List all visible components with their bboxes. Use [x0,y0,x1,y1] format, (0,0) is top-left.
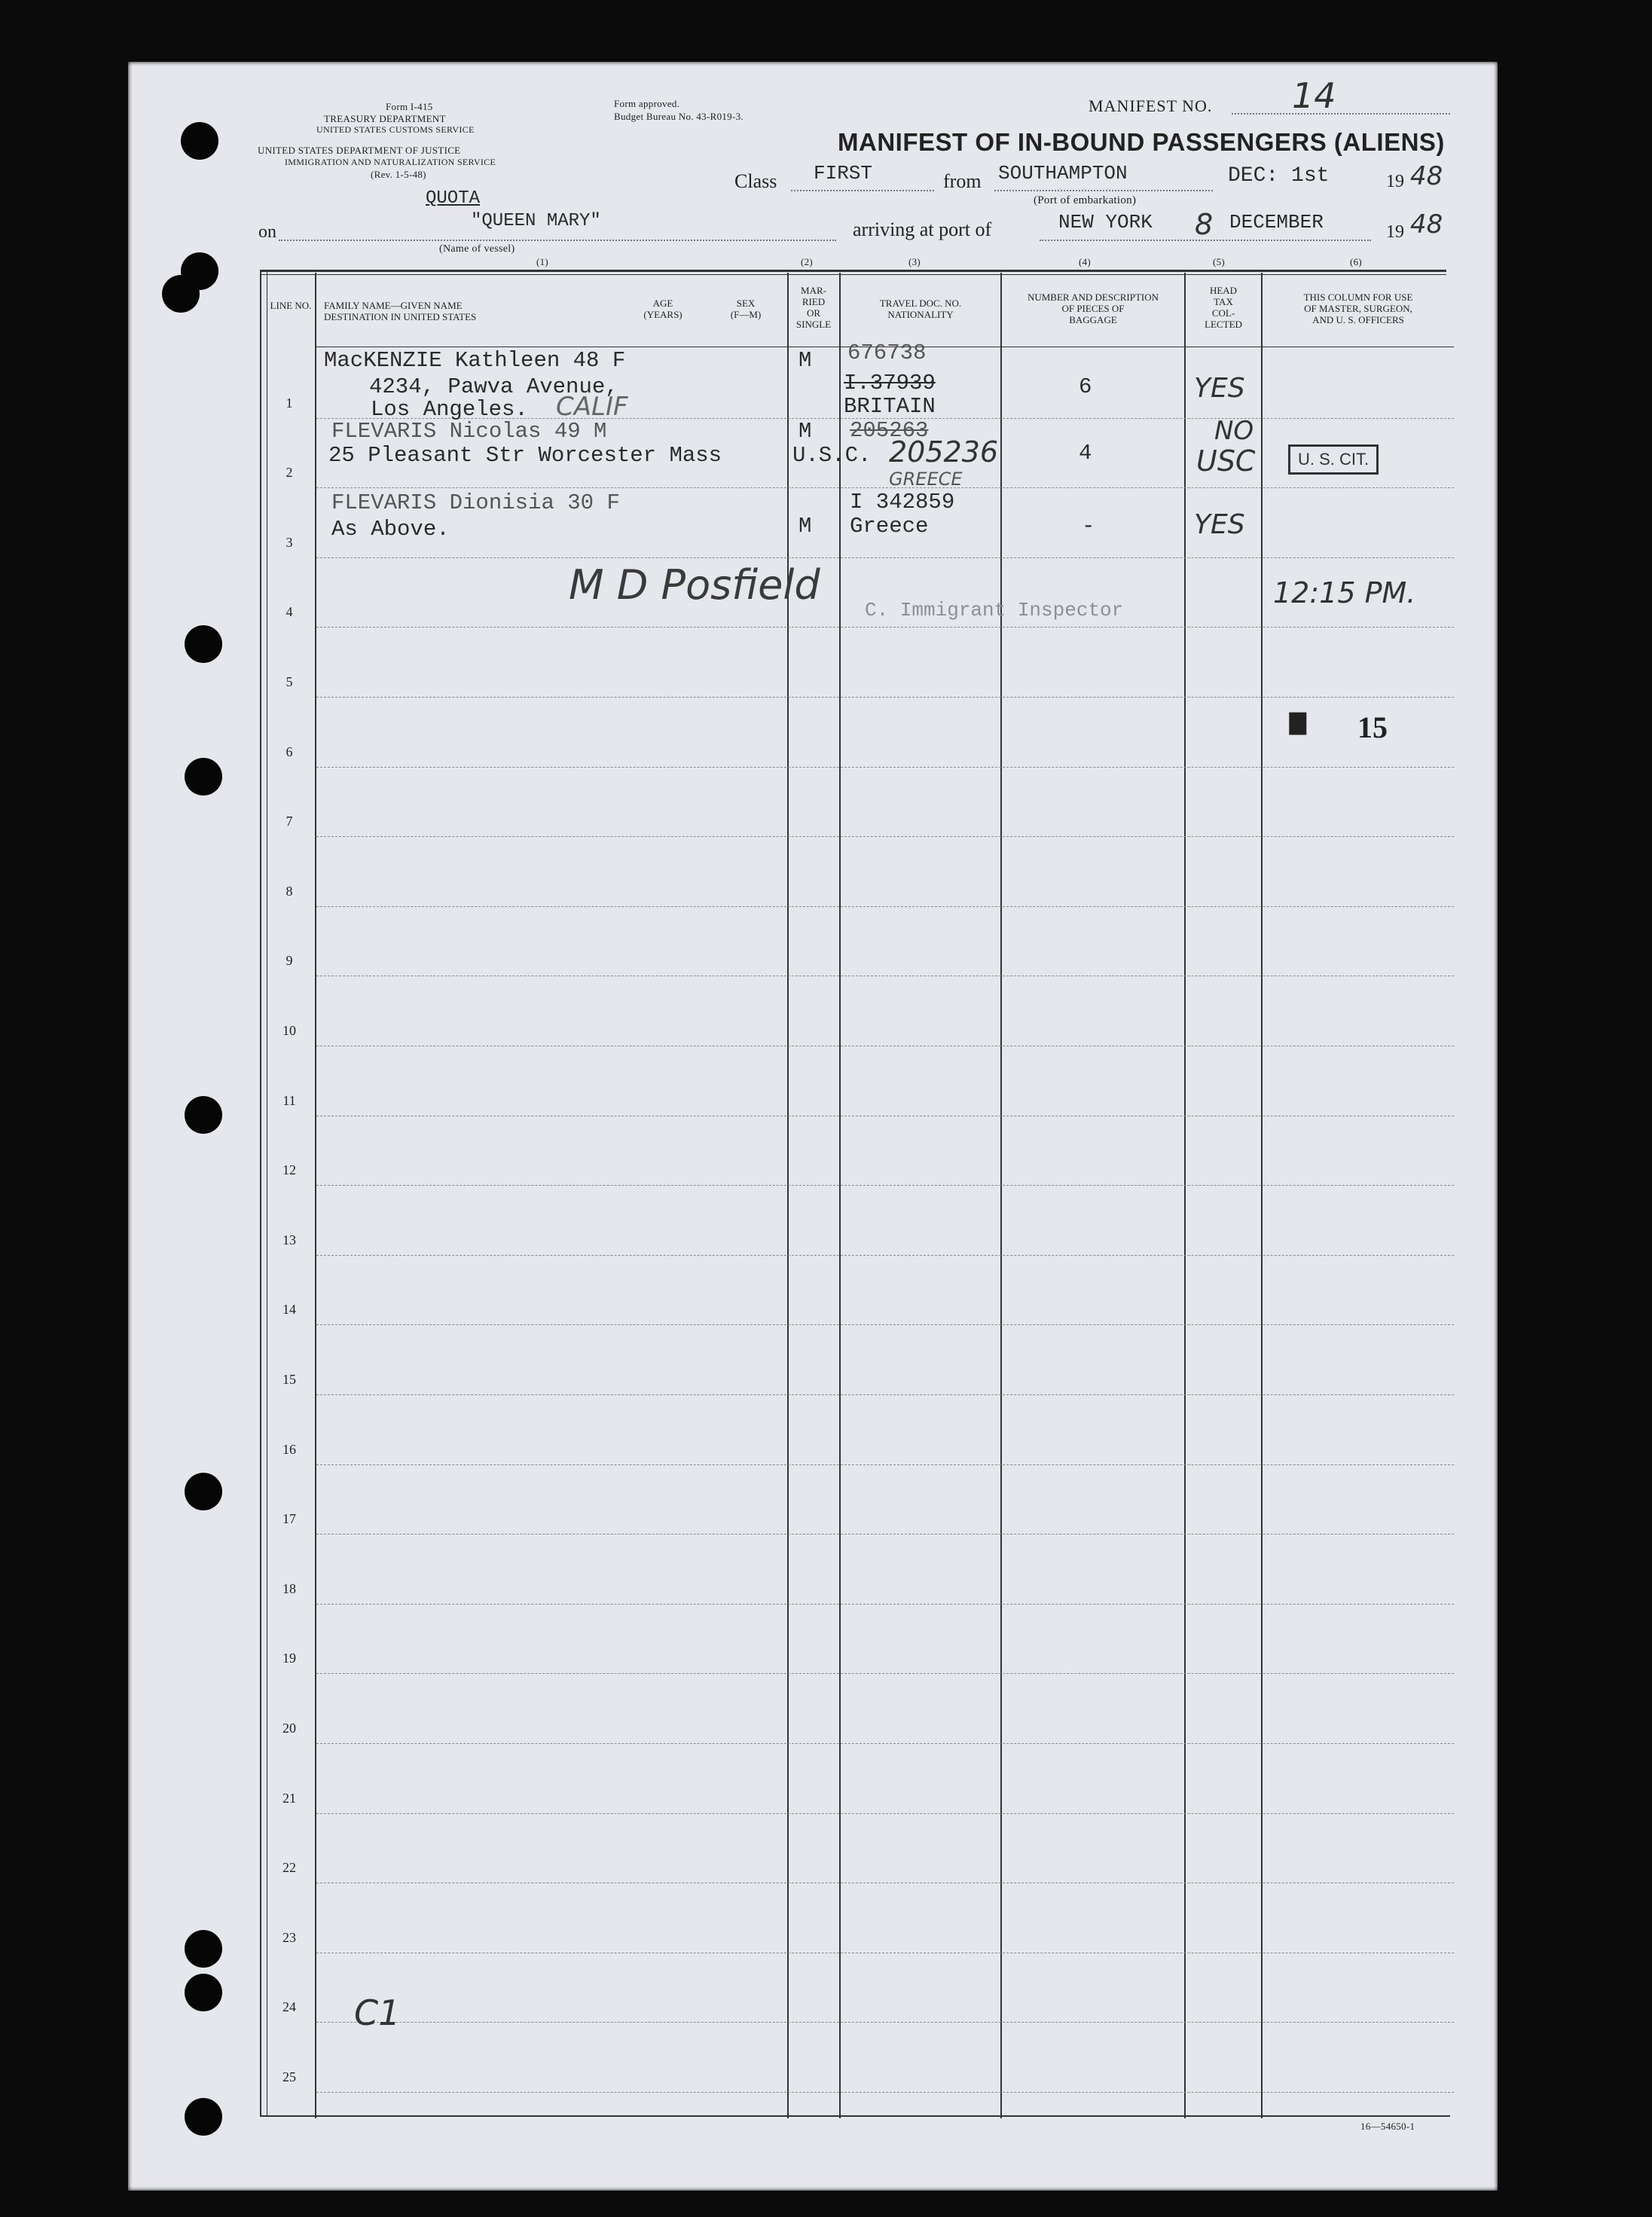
line-number: 15 [282,1372,296,1387]
row-divider [316,1743,1454,1744]
row-divider [316,627,1454,628]
line-number: 6 [286,744,293,759]
line-number: 2 [286,465,293,480]
row-divider [316,1673,1454,1674]
column-divider [315,273,316,2118]
col-header-baggage: NUMBER AND DESCRIPTION OF PIECES OF BAGGAGE [1027,292,1159,325]
line-number: 18 [282,1581,296,1596]
departure-date: DEC: 1st [1228,164,1330,188]
passenger-1-doc-typed: I.37939 [844,371,936,395]
row-divider [316,906,1454,907]
column-number: (1) [536,256,549,267]
inspector-signature: M D Posfield [569,561,820,609]
line-number: 10 [282,1023,296,1038]
passenger-2-name: FLEVARIS Nicolas 49 M [331,419,607,444]
passenger-3-address: As Above. [331,517,450,542]
row-divider [316,2092,1454,2093]
column-number: (5) [1213,256,1226,267]
line-number: 1 [286,395,293,411]
vessel-name: "QUEEN MARY" [471,211,601,231]
passenger-2-baggage: 4 [1079,441,1092,466]
passenger-2-head-tax: NO [1214,416,1254,446]
row-divider [316,697,1454,698]
line-number: 7 [286,814,293,829]
quota-label: QUOTA [426,188,481,209]
line-23-mark: C1 [354,1993,401,2033]
department-of-justice: UNITED STATES DEPARTMENT OF JUSTICE [258,145,461,156]
treasury-department: TREASURY DEPARTMENT [324,113,446,124]
col-header-officers: THIS COLUMN FOR USE OF MASTER, SURGEON, AND U. S. OFFICERS [1303,292,1413,325]
passenger-3-head-tax: YES [1194,509,1245,540]
line-number: 17 [282,1511,296,1526]
line-number: 9 [286,953,293,968]
column-divider [787,273,789,2118]
vessel-line [279,240,836,241]
column-divider [1000,273,1002,2118]
arrival-time: 12:15 PM. [1273,576,1416,609]
binder-hole [185,625,222,663]
arrival-year-suffix: 48 [1410,209,1443,240]
passenger-1-name: MacKENZIE Kathleen 48 F [324,348,626,373]
ins-label: IMMIGRATION AND NATURALIZATION SERVICE [285,157,496,167]
passenger-2-doc-number: 205236 [889,435,999,469]
passenger-3-baggage: - [1082,514,1095,539]
row-divider [316,1464,1454,1465]
class-line [791,190,934,191]
inspector-title: C. Immigrant Inspector [865,599,1124,621]
arrival-month: DECEMBER [1229,211,1324,234]
table-left-border [260,271,261,2117]
column-divider [1184,273,1186,2118]
column-number: (6) [1350,256,1363,267]
budget-bureau: Budget Bureau No. 43-R019-3. [614,111,744,122]
column-number: (2) [801,256,814,267]
row-divider [316,767,1454,768]
passenger-1-doc-number: 676738 [847,340,927,365]
passenger-1-nationality: BRITAIN [844,394,936,419]
line-number: 23 [282,1930,296,1945]
passenger-1-married: M [799,348,812,373]
row-divider [316,1813,1454,1814]
row-divider [316,1324,1454,1325]
binder-hole [181,122,218,160]
manifest-number: 14 [1292,75,1336,116]
form-approved: Form approved. [614,98,680,109]
line-number: 19 [282,1651,296,1666]
column-number: (3) [908,256,921,267]
page-marker-icon: ▇ [1290,711,1306,734]
vessel-caption: (Name of vessel) [439,243,515,255]
passenger-2-nationality: GREECE [889,469,963,490]
class-value: FIRST [814,162,873,185]
line-number: 16 [282,1442,296,1457]
manifest-no-label: MANIFEST NO. [1089,96,1213,115]
binder-hole [185,1974,222,2011]
passenger-3-doc-number: I 342859 [850,490,955,515]
col-header-head-tax: HEAD TAX COL- LECTED [1205,285,1242,330]
row-divider [316,2022,1454,2023]
col-header-name: FAMILY NAME—GIVEN NAME DESTINATION IN UNITED STATES [324,300,477,322]
line-number: 14 [282,1302,296,1317]
passenger-3-nationality: Greece [850,514,929,539]
manifest-no-line [1232,113,1450,115]
passenger-1-state: CALIF [556,392,628,422]
row-divider [316,1255,1454,1256]
from-label: from [943,170,982,192]
row-divider [316,1394,1454,1395]
column-number: (4) [1079,256,1092,267]
passenger-2-married: M [799,419,812,444]
passenger-2-head-tax-note: USC [1196,444,1256,478]
binder-hole [185,1473,222,1510]
passenger-3-married: M [799,514,812,539]
passenger-2-doc-typed: U.S.C. [792,443,872,468]
us-citizen-stamp: U. S. CIT. [1288,444,1379,475]
row-divider [316,557,1454,558]
col-header-married: MAR- RIED OR SINGLE [795,285,832,330]
manifest-title: MANIFEST OF IN-BOUND PASSENGERS (ALIENS) [838,128,1445,156]
port-embarkation-caption: (Port of embarkation) [1034,194,1137,206]
table-top-border [260,274,1446,275]
column-divider [839,273,841,2118]
passenger-2-doc-struck: 205263 [850,418,929,443]
line-number: 20 [282,1721,296,1736]
row-divider [316,487,1454,488]
line-number: 4 [286,604,293,619]
revision: (Rev. 1-5-48) [371,169,426,180]
customs-service: UNITED STATES CUSTOMS SERVICE [316,124,475,135]
from-value: SOUTHAMPTON [998,162,1128,185]
passenger-1-head-tax: YES [1194,373,1245,404]
year-prefix: 19 [1386,172,1404,191]
binder-hole [162,275,200,313]
line-number: 3 [286,535,293,550]
year-suffix: 48 [1410,161,1443,191]
binder-hole [185,1930,222,1968]
arrival-port: NEW YORK [1058,211,1153,234]
passenger-3-name: FLEVARIS Dionisia 30 F [331,490,620,515]
line-number: 8 [286,884,293,899]
table-top-border [260,270,1446,272]
line-number: 5 [286,674,293,689]
line-number: 25 [282,2069,296,2084]
col-header-travel-doc: TRAVEL DOC. NO. NATIONALITY [879,298,962,320]
line-number: 21 [282,1791,296,1806]
form-number: Form I-415 [386,101,433,112]
binder-hole [185,2098,222,2136]
passenger-1-baggage: 6 [1079,374,1092,399]
arriving-label: arriving at port of [853,218,992,240]
class-label: Class [734,170,777,192]
on-label: on [258,222,276,242]
table-bottom-border [260,2115,1450,2117]
form-footer-code: 16—54650-1 [1360,2121,1415,2132]
col-header-age: AGE (YEARS) [643,298,682,320]
arrival-day: 8 [1195,208,1214,241]
line-number: 13 [282,1232,296,1247]
line-number: 24 [282,1999,296,2014]
passenger-2-address: 25 Pleasant Str Worcester Mass [328,443,722,468]
col-header-line-no: LINE NO. [270,300,312,311]
binder-hole [185,1096,222,1134]
page-mark: 15 [1357,710,1388,744]
row-divider [316,836,1454,837]
passenger-1-city: Los Angeles. [371,397,528,422]
row-divider [316,1185,1454,1186]
manifest-page [128,62,1498,2191]
passenger-1-address: 4234, Pawva Avenue, [369,374,618,399]
column-divider [1261,273,1263,2118]
arrival-year-prefix: 19 [1386,222,1404,242]
line-number: 11 [282,1093,296,1108]
binder-hole [185,758,222,795]
row-divider [316,1604,1454,1605]
line-number: 22 [282,1860,296,1875]
line-number: 12 [282,1162,296,1177]
from-line [994,190,1213,191]
col-header-sex: SEX (F—M) [730,298,762,320]
